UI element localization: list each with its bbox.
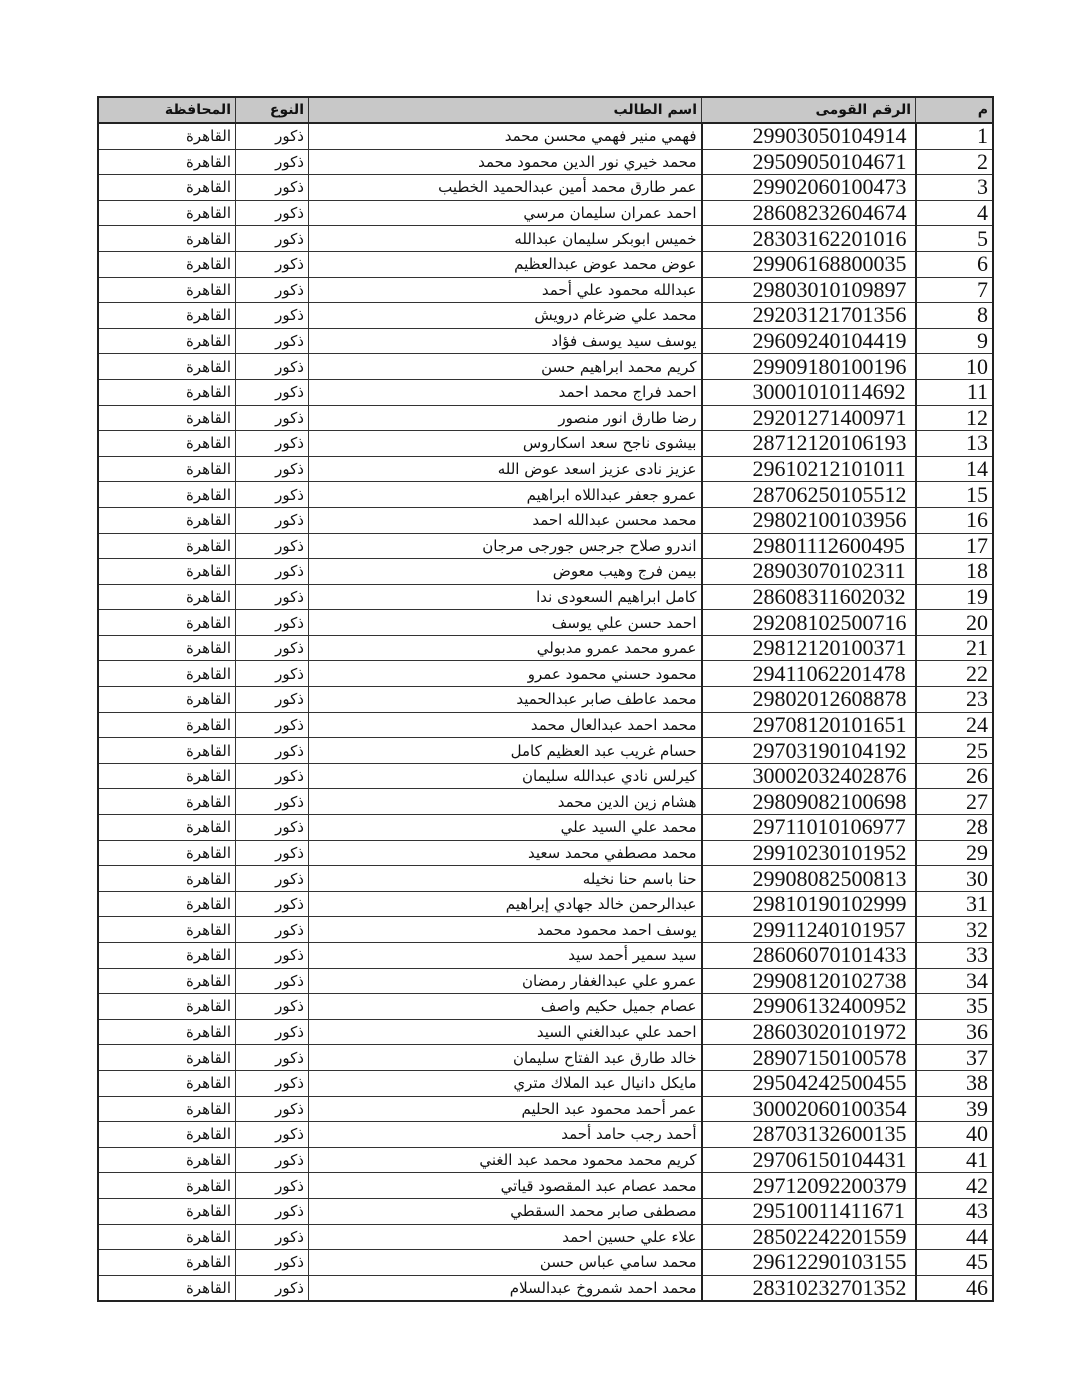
gender-cell: ذكور — [236, 763, 309, 789]
national-id-cell: 29801112600495 — [702, 533, 916, 559]
gender-cell: ذكور — [236, 200, 309, 226]
table-row — [98, 277, 993, 303]
row-index-cell: 10 — [916, 354, 994, 380]
national-id-cell: 28310232701352 — [702, 1275, 916, 1301]
table-row — [98, 712, 993, 738]
row-index-cell: 29 — [916, 840, 994, 866]
header-national-id: الرقم القومى — [702, 97, 916, 123]
governorate-cell: القاهرة — [98, 610, 236, 636]
student-name-cell: مصطفى صابر محمد السقطي — [309, 1198, 702, 1224]
national-id-cell: 29510011411671 — [702, 1198, 916, 1224]
table-row — [98, 610, 993, 636]
row-index-cell: 33 — [916, 943, 994, 969]
governorate-cell: القاهرة — [98, 1198, 236, 1224]
table-row — [98, 200, 993, 226]
national-id-cell: 28703132600135 — [702, 1122, 916, 1148]
governorate-cell: القاهرة — [98, 559, 236, 585]
governorate-cell: القاهرة — [98, 635, 236, 661]
student-name-cell: احمد حسن علي يوسف — [309, 610, 702, 636]
governorate-cell: القاهرة — [98, 431, 236, 457]
student-name-cell: محمود حسني محمود عمرو — [309, 661, 702, 687]
student-name-cell: عمر أحمد محمود عبد الحليم — [309, 1096, 702, 1122]
gender-cell: ذكور — [236, 687, 309, 713]
national-id-cell: 29910230101952 — [702, 840, 916, 866]
student-name-cell: عزيز نادى عزيز اسعد عوض الله — [309, 456, 702, 482]
row-index-cell: 7 — [916, 277, 994, 303]
row-index-cell: 8 — [916, 303, 994, 329]
gender-cell: ذكور — [236, 303, 309, 329]
national-id-cell: 29809082100698 — [702, 789, 916, 815]
governorate-cell: القاهرة — [98, 738, 236, 764]
gender-cell: ذكور — [236, 251, 309, 277]
row-index-cell: 6 — [916, 251, 994, 277]
table-row — [98, 328, 993, 354]
header-governorate: المحافظة — [98, 97, 236, 123]
student-name-cell: كامل ابراهيم السعودى ندا — [309, 584, 702, 610]
gender-cell: ذكور — [236, 712, 309, 738]
student-name-cell: كريم محمد ابراهيم حسن — [309, 354, 702, 380]
governorate-cell: القاهرة — [98, 1070, 236, 1096]
row-index-cell: 5 — [916, 226, 994, 252]
row-index-cell: 40 — [916, 1122, 994, 1148]
gender-cell: ذكور — [236, 1147, 309, 1173]
table-row — [98, 815, 993, 841]
row-index-cell: 42 — [916, 1173, 994, 1199]
national-id-cell: 29203121701356 — [702, 303, 916, 329]
national-id-cell: 29909180100196 — [702, 354, 916, 380]
gender-cell: ذكور — [236, 815, 309, 841]
student-name-cell: عبدالله محمود علي أحمد — [309, 277, 702, 303]
governorate-cell: القاهرة — [98, 277, 236, 303]
national-id-cell: 28706250105512 — [702, 482, 916, 508]
student-name-cell: عمر طارق محمد أمين عبدالحميد الخطيب — [309, 175, 702, 201]
student-name-cell: عمرو جعفر عبداللاه ابراهيم — [309, 482, 702, 508]
national-id-cell: 29903050104914 — [702, 123, 916, 149]
governorate-cell: القاهرة — [98, 840, 236, 866]
student-name-cell: بيمن فرج وهيب معوض — [309, 559, 702, 585]
national-id-cell: 28907150100578 — [702, 1045, 916, 1071]
national-id-cell: 29911240101957 — [702, 917, 916, 943]
national-id-cell: 28502242201559 — [702, 1224, 916, 1250]
national-id-cell: 29906132400952 — [702, 994, 916, 1020]
row-index-cell: 44 — [916, 1224, 994, 1250]
row-index-cell: 35 — [916, 994, 994, 1020]
national-id-cell: 29802012608878 — [702, 687, 916, 713]
header-gender: النوع — [236, 97, 309, 123]
governorate-cell: القاهرة — [98, 1224, 236, 1250]
row-index-cell: 30 — [916, 866, 994, 892]
governorate-cell: القاهرة — [98, 891, 236, 917]
table-row — [98, 891, 993, 917]
row-index-cell: 46 — [916, 1275, 994, 1301]
table-row — [98, 507, 993, 533]
gender-cell: ذكور — [236, 123, 309, 149]
gender-cell: ذكور — [236, 1122, 309, 1148]
gender-cell: ذكور — [236, 277, 309, 303]
student-name-cell: خالد طارق عبد الفتاح سليمان — [309, 1045, 702, 1071]
table-row — [98, 405, 993, 431]
table-row — [98, 866, 993, 892]
student-name-cell: مايكل دانيال عبد الملاك متري — [309, 1070, 702, 1096]
table-row — [98, 1147, 993, 1173]
header-row — [98, 97, 993, 123]
student-name-cell: يوسف سيد يوسف فؤاد — [309, 328, 702, 354]
governorate-cell: القاهرة — [98, 482, 236, 508]
gender-cell: ذكور — [236, 354, 309, 380]
national-id-cell: 29906168800035 — [702, 251, 916, 277]
gender-cell: ذكور — [236, 1173, 309, 1199]
row-index-cell: 39 — [916, 1096, 994, 1122]
row-index-cell: 36 — [916, 1019, 994, 1045]
gender-cell: ذكور — [236, 994, 309, 1020]
student-name-cell: بيشوى ناجح سعد اسكاروس — [309, 431, 702, 457]
row-index-cell: 34 — [916, 968, 994, 994]
national-id-cell: 28903070102311 — [702, 559, 916, 585]
row-index-cell: 19 — [916, 584, 994, 610]
table-row — [98, 175, 993, 201]
gender-cell: ذكور — [236, 175, 309, 201]
gender-cell: ذكور — [236, 559, 309, 585]
gender-cell: ذكور — [236, 431, 309, 457]
national-id-cell: 29612290103155 — [702, 1250, 916, 1276]
gender-cell: ذكور — [236, 226, 309, 252]
row-index-cell: 16 — [916, 507, 994, 533]
governorate-cell: القاهرة — [98, 1122, 236, 1148]
governorate-cell: القاهرة — [98, 1019, 236, 1045]
governorate-cell: القاهرة — [98, 943, 236, 969]
governorate-cell: القاهرة — [98, 123, 236, 149]
student-name-cell: عوض محمد عوض عبدالعظيم — [309, 251, 702, 277]
row-index-cell: 1 — [916, 123, 994, 149]
table-row — [98, 1224, 993, 1250]
table-row — [98, 763, 993, 789]
row-index-cell: 24 — [916, 712, 994, 738]
student-name-cell: فهمي منير فهمي محسن محمد — [309, 123, 702, 149]
gender-cell: ذكور — [236, 1045, 309, 1071]
student-name-cell: حسام غريب عبد العظيم كامل — [309, 738, 702, 764]
national-id-cell: 29812120100371 — [702, 635, 916, 661]
student-name-cell: احمد فراج محمد احمد — [309, 379, 702, 405]
row-index-cell: 32 — [916, 917, 994, 943]
national-id-cell: 28303162201016 — [702, 226, 916, 252]
table-row — [98, 431, 993, 457]
governorate-cell: القاهرة — [98, 405, 236, 431]
student-name-cell: سيد سمير أحمد سيد — [309, 943, 702, 969]
table-row — [98, 1275, 993, 1301]
national-id-cell: 29706150104431 — [702, 1147, 916, 1173]
governorate-cell: القاهرة — [98, 1147, 236, 1173]
student-name-cell: محمد علي ضرغام درويش — [309, 303, 702, 329]
national-id-cell: 28606070101433 — [702, 943, 916, 969]
national-id-cell: 29411062201478 — [702, 661, 916, 687]
header-index: م — [916, 97, 994, 123]
student-name-cell: عمرو علي عبدالغفار رمضان — [309, 968, 702, 994]
student-name-cell: رضا طارق انور منصور — [309, 405, 702, 431]
table-row — [98, 456, 993, 482]
national-id-cell: 29708120101651 — [702, 712, 916, 738]
row-index-cell: 25 — [916, 738, 994, 764]
row-index-cell: 45 — [916, 1250, 994, 1276]
national-id-cell: 29908082500813 — [702, 866, 916, 892]
student-name-cell: محمد مصطفي محمد سعيد — [309, 840, 702, 866]
student-name-cell: محمد علي السيد علي — [309, 815, 702, 841]
governorate-cell: القاهرة — [98, 175, 236, 201]
row-index-cell: 18 — [916, 559, 994, 585]
gender-cell: ذكور — [236, 1096, 309, 1122]
row-index-cell: 12 — [916, 405, 994, 431]
table-row — [98, 559, 993, 585]
national-id-cell: 28603020101972 — [702, 1019, 916, 1045]
national-id-cell: 29609240104419 — [702, 328, 916, 354]
row-index-cell: 22 — [916, 661, 994, 687]
governorate-cell: القاهرة — [98, 687, 236, 713]
national-id-cell: 29703190104192 — [702, 738, 916, 764]
gender-cell: ذكور — [236, 456, 309, 482]
student-name-cell: أحمد رجب حامد أحمد — [309, 1122, 702, 1148]
table-row — [98, 687, 993, 713]
governorate-cell: القاهرة — [98, 789, 236, 815]
national-id-cell: 29810190102999 — [702, 891, 916, 917]
student-name-cell: محمد سامي عباس حسن — [309, 1250, 702, 1276]
table-row — [98, 482, 993, 508]
row-index-cell: 37 — [916, 1045, 994, 1071]
row-index-cell: 21 — [916, 635, 994, 661]
student-name-cell: احمد علي عبدالغني السيد — [309, 1019, 702, 1045]
governorate-cell: القاهرة — [98, 1275, 236, 1301]
student-name-cell: عبدالرحمن خالد جهادي إبراهيم — [309, 891, 702, 917]
national-id-cell: 29802100103956 — [702, 507, 916, 533]
governorate-cell: القاهرة — [98, 456, 236, 482]
governorate-cell: القاهرة — [98, 712, 236, 738]
governorate-cell: القاهرة — [98, 226, 236, 252]
gender-cell: ذكور — [236, 1070, 309, 1096]
table-row — [98, 1070, 993, 1096]
row-index-cell: 15 — [916, 482, 994, 508]
gender-cell: ذكور — [236, 149, 309, 175]
table-row — [98, 584, 993, 610]
national-id-cell: 30002060100354 — [702, 1096, 916, 1122]
gender-cell: ذكور — [236, 584, 309, 610]
table-row — [98, 994, 993, 1020]
gender-cell: ذكور — [236, 891, 309, 917]
student-name-cell: محمد عصام عبد المقصود قياتي — [309, 1173, 702, 1199]
governorate-cell: القاهرة — [98, 328, 236, 354]
table-row — [98, 226, 993, 252]
gender-cell: ذكور — [236, 1224, 309, 1250]
row-index-cell: 4 — [916, 200, 994, 226]
gender-cell: ذكور — [236, 789, 309, 815]
national-id-cell: 29908120102738 — [702, 968, 916, 994]
national-id-cell: 28608311602032 — [702, 584, 916, 610]
governorate-cell: القاهرة — [98, 507, 236, 533]
gender-cell: ذكور — [236, 866, 309, 892]
governorate-cell: القاهرة — [98, 303, 236, 329]
row-index-cell: 38 — [916, 1070, 994, 1096]
table-row — [98, 1173, 993, 1199]
table-row — [98, 943, 993, 969]
student-name-cell: علاء علي حسين احمد — [309, 1224, 702, 1250]
national-id-cell: 29711010106977 — [702, 815, 916, 841]
national-id-cell: 29902060100473 — [702, 175, 916, 201]
governorate-cell: القاهرة — [98, 149, 236, 175]
gender-cell: ذكور — [236, 943, 309, 969]
gender-cell: ذكور — [236, 1198, 309, 1224]
governorate-cell: القاهرة — [98, 917, 236, 943]
student-name-cell: احمد عمران سليمان مرسي — [309, 200, 702, 226]
student-name-cell: عمرو محمد عمرو مدبولي — [309, 635, 702, 661]
row-index-cell: 28 — [916, 815, 994, 841]
national-id-cell: 29208102500716 — [702, 610, 916, 636]
national-id-cell: 29610212101011 — [702, 456, 916, 482]
governorate-cell: القاهرة — [98, 968, 236, 994]
table-row — [98, 840, 993, 866]
gender-cell: ذكور — [236, 533, 309, 559]
gender-cell: ذكور — [236, 507, 309, 533]
governorate-cell: القاهرة — [98, 661, 236, 687]
governorate-cell: القاهرة — [98, 533, 236, 559]
gender-cell: ذكور — [236, 1275, 309, 1301]
national-id-cell: 29504242500455 — [702, 1070, 916, 1096]
gender-cell: ذكور — [236, 840, 309, 866]
row-index-cell: 23 — [916, 687, 994, 713]
table-row — [98, 251, 993, 277]
gender-cell: ذكور — [236, 328, 309, 354]
student-name-cell: محمد احمد شمروخ عبدالسلام — [309, 1275, 702, 1301]
governorate-cell: القاهرة — [98, 379, 236, 405]
gender-cell: ذكور — [236, 405, 309, 431]
governorate-cell: القاهرة — [98, 815, 236, 841]
student-name-cell: كيرلس نادي عبدالله سليمان — [309, 763, 702, 789]
student-name-cell: اندرو صلاح جرجس جورجى مرجان — [309, 533, 702, 559]
row-index-cell: 9 — [916, 328, 994, 354]
row-index-cell: 14 — [916, 456, 994, 482]
governorate-cell: القاهرة — [98, 200, 236, 226]
row-index-cell: 3 — [916, 175, 994, 201]
table-row — [98, 1096, 993, 1122]
row-index-cell: 11 — [916, 379, 994, 405]
gender-cell: ذكور — [236, 635, 309, 661]
gender-cell: ذكور — [236, 1250, 309, 1276]
gender-cell: ذكور — [236, 1019, 309, 1045]
table-row — [98, 1250, 993, 1276]
gender-cell: ذكور — [236, 917, 309, 943]
student-name-cell: يوسف احمد محمود محمد — [309, 917, 702, 943]
row-index-cell: 31 — [916, 891, 994, 917]
student-name-cell: حنا باسم حنا نخيله — [309, 866, 702, 892]
student-name-cell: محمد خيري نور الدين محمود محمد — [309, 149, 702, 175]
governorate-cell: القاهرة — [98, 994, 236, 1020]
row-index-cell: 27 — [916, 789, 994, 815]
row-index-cell: 13 — [916, 431, 994, 457]
governorate-cell: القاهرة — [98, 1096, 236, 1122]
national-id-cell: 29509050104671 — [702, 149, 916, 175]
row-index-cell: 20 — [916, 610, 994, 636]
row-index-cell: 41 — [916, 1147, 994, 1173]
national-id-cell: 28608232604674 — [702, 200, 916, 226]
table-row — [98, 123, 993, 149]
table-row — [98, 303, 993, 329]
student-name-cell: كريم محمد محمود محمد عبد الغني — [309, 1147, 702, 1173]
table-row — [98, 533, 993, 559]
student-name-cell: محمد عاطف صابر عبدالحميد — [309, 687, 702, 713]
table-row — [98, 149, 993, 175]
governorate-cell: القاهرة — [98, 1173, 236, 1199]
row-index-cell: 43 — [916, 1198, 994, 1224]
table-row — [98, 789, 993, 815]
student-name-cell: محمد محسن عبدالله احمد — [309, 507, 702, 533]
table-row — [98, 1019, 993, 1045]
table-row — [98, 1198, 993, 1224]
national-id-cell: 29803010109897 — [702, 277, 916, 303]
governorate-cell: القاهرة — [98, 354, 236, 380]
governorate-cell: القاهرة — [98, 866, 236, 892]
row-index-cell: 2 — [916, 149, 994, 175]
table-row — [98, 635, 993, 661]
gender-cell: ذكور — [236, 968, 309, 994]
table-row — [98, 1122, 993, 1148]
governorate-cell: القاهرة — [98, 1045, 236, 1071]
table-row — [98, 917, 993, 943]
student-name-cell: هشام زين الدين محمد — [309, 789, 702, 815]
row-index-cell: 26 — [916, 763, 994, 789]
governorate-cell: القاهرة — [98, 763, 236, 789]
table-row — [98, 354, 993, 380]
governorate-cell: القاهرة — [98, 1250, 236, 1276]
table-row — [98, 1045, 993, 1071]
table-row — [98, 738, 993, 764]
student-name-cell: خميس ابوبكر سليمان عبدالله — [309, 226, 702, 252]
table-row — [98, 661, 993, 687]
governorate-cell: القاهرة — [98, 584, 236, 610]
gender-cell: ذكور — [236, 661, 309, 687]
gender-cell: ذكور — [236, 610, 309, 636]
gender-cell: ذكور — [236, 482, 309, 508]
governorate-cell: القاهرة — [98, 251, 236, 277]
national-id-cell: 30001010114692 — [702, 379, 916, 405]
gender-cell: ذكور — [236, 738, 309, 764]
header-student-name: اسم الطالب — [309, 97, 702, 123]
gender-cell: ذكور — [236, 379, 309, 405]
national-id-cell: 29712092200379 — [702, 1173, 916, 1199]
table-row — [98, 968, 993, 994]
row-index-cell: 17 — [916, 533, 994, 559]
table-body — [98, 123, 993, 1301]
student-name-cell: محمد احمد عبدالعال محمد — [309, 712, 702, 738]
students-table — [97, 96, 994, 1302]
national-id-cell: 30002032402876 — [702, 763, 916, 789]
national-id-cell: 29201271400971 — [702, 405, 916, 431]
student-name-cell: عصام جميل حكيم واصف — [309, 994, 702, 1020]
national-id-cell: 28712120106193 — [702, 431, 916, 457]
table-row — [98, 379, 993, 405]
